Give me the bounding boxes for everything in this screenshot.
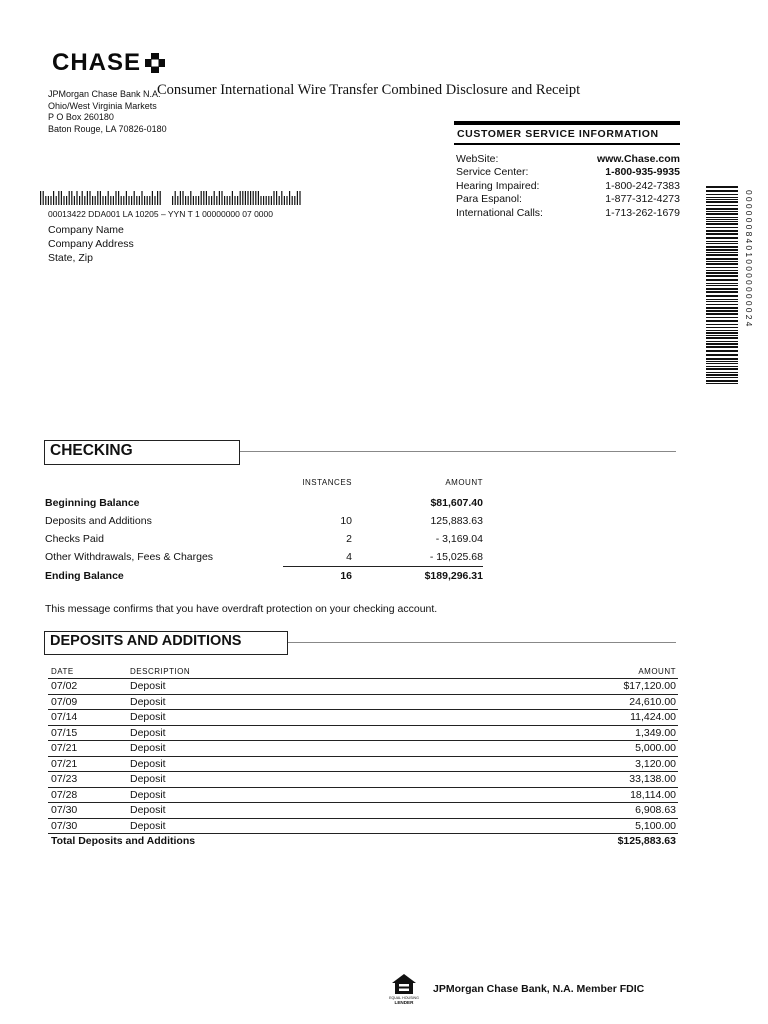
- row-date: 07/21: [48, 756, 127, 772]
- table-header-row: [48, 666, 678, 679]
- row-date: 07/30: [48, 803, 127, 819]
- row-amount: 33,138.00: [430, 772, 678, 788]
- deposits-divider: [288, 642, 676, 643]
- row-description: Deposit: [127, 679, 430, 695]
- row-amount: - 3,169.04: [435, 533, 483, 545]
- row-instances: 2: [346, 533, 352, 545]
- deposits-section-title: [44, 631, 288, 655]
- row-date: 07/02: [48, 679, 127, 695]
- recipient-name: Company Name: [48, 224, 124, 236]
- row-description: Deposit: [127, 756, 430, 772]
- row-amount: $17,120.00: [430, 679, 678, 695]
- checking-title: CHECKING: [50, 442, 133, 459]
- cs-label: Service Center:: [456, 166, 529, 179]
- row-label: Checks Paid: [45, 533, 104, 545]
- col-amount: AMOUNT: [445, 477, 483, 487]
- row-instances: 10: [340, 515, 352, 527]
- footer: [389, 972, 644, 1006]
- col-description: DESCRIPTION: [130, 666, 191, 676]
- table-row: [45, 494, 483, 512]
- row-amount: 3,120.00: [430, 756, 678, 772]
- vertical-code-text: 00000084010000000024: [744, 190, 754, 329]
- table-row: [48, 694, 678, 710]
- col-amount: AMOUNT: [638, 666, 676, 676]
- cs-label: Para Espanol:: [456, 193, 522, 206]
- cs-label: Hearing Impaired:: [456, 179, 540, 192]
- row-date: 07/09: [48, 694, 127, 710]
- checking-summary-table: [45, 476, 483, 585]
- equal-housing-lender-icon: [389, 972, 419, 1006]
- table-row: [48, 679, 678, 695]
- row-amount: 11,424.00: [430, 710, 678, 726]
- row-amount: $189,296.31: [424, 570, 483, 582]
- cs-label: International Calls:: [456, 206, 543, 219]
- row-amount: 18,114.00: [430, 787, 678, 803]
- row-instances: 16: [340, 570, 352, 582]
- row-label: Other Withdrawals, Fees & Charges: [45, 551, 214, 564]
- cs-row-hearing-impaired: [454, 180, 680, 193]
- cs-label: WebSite:: [456, 153, 499, 165]
- row-amount: 1,349.00: [430, 725, 678, 741]
- cs-value: 1-713-262-1679: [605, 206, 680, 219]
- cs-row-service-center: [454, 166, 680, 179]
- logo-text: CHASE: [52, 49, 142, 76]
- cs-rows: [454, 153, 680, 220]
- cs-title: CUSTOMER SERVICE INFORMATION: [454, 125, 680, 145]
- document-title: Consumer International Wire Transfer Combined Disclosure and Receipt: [157, 82, 581, 98]
- table-row: [48, 725, 678, 741]
- row-instances: 4: [283, 548, 352, 567]
- cs-row-website: [454, 153, 680, 166]
- recipient-street: Company Address: [48, 238, 134, 250]
- address-line: JPMorgan Chase Bank N.A.: [48, 89, 161, 99]
- table-row: [48, 741, 678, 757]
- chase-octagon-icon: [145, 53, 165, 73]
- total-label: Total Deposits and Additions: [48, 834, 430, 849]
- svg-text:EQUAL HOUSING: EQUAL HOUSING: [389, 996, 419, 1000]
- row-date: 07/30: [48, 818, 127, 834]
- cs-value: 1-800-242-7383: [605, 179, 680, 192]
- row-date: 07/21: [48, 741, 127, 757]
- row-amount: $81,607.40: [430, 497, 483, 509]
- overdraft-message: This message confirms that you have overdraft protection on your checking account.: [45, 603, 438, 615]
- address-line: Baton Rouge, LA 70826-0180: [48, 123, 167, 134]
- row-date: 07/23: [48, 772, 127, 788]
- table-row: [48, 756, 678, 772]
- row-label: Ending Balance: [45, 569, 124, 582]
- table-row: [48, 710, 678, 726]
- table-row: [48, 787, 678, 803]
- chase-logo: [52, 50, 165, 76]
- row-amount: 5,000.00: [430, 741, 678, 757]
- row-description: Deposit: [127, 725, 430, 741]
- table-header-row: [45, 476, 483, 494]
- row-date: 07/14: [48, 710, 127, 726]
- table-row: [48, 818, 678, 834]
- cs-row-para-espanol: [454, 193, 680, 206]
- bank-address: [48, 89, 167, 135]
- row-description: Deposit: [127, 710, 430, 726]
- table-row: [48, 772, 678, 788]
- row-amount: 5,100.00: [430, 818, 678, 834]
- address-line: Ohio/West Virginia Markets: [48, 100, 157, 111]
- row-description: Deposit: [127, 772, 430, 788]
- row-instances: [283, 494, 352, 512]
- row-description: Deposit: [127, 787, 430, 803]
- checking-divider: [240, 451, 676, 452]
- table-row: [45, 512, 483, 530]
- deposits-table: [48, 666, 678, 849]
- vertical-barcode: [706, 186, 738, 386]
- row-label: Deposits and Additions: [45, 515, 152, 527]
- row-description: Deposit: [127, 741, 430, 757]
- row-date: 07/15: [48, 725, 127, 741]
- cs-website-link[interactable]: www.Chase.com: [596, 153, 680, 165]
- address-line: P O Box 260180: [48, 112, 114, 122]
- recipient-city-state: State, Zip: [48, 252, 93, 264]
- footer-fdic-text: JPMorgan Chase Bank, N.A. Member FDIC: [433, 983, 645, 995]
- col-instances: INSTANCES: [302, 477, 352, 487]
- cs-value: 1-800-935-9935: [605, 166, 680, 179]
- total-row: [48, 834, 678, 849]
- checking-section-title: [44, 440, 240, 465]
- row-description: Deposit: [127, 694, 430, 710]
- table-row: [45, 530, 483, 548]
- row-description: Deposit: [127, 803, 430, 819]
- total-amount: $125,883.63: [430, 834, 678, 849]
- row-amount: 24,610.00: [430, 694, 678, 710]
- table-row: [45, 567, 483, 586]
- col-date: DATE: [51, 666, 74, 676]
- recipient-address: [48, 223, 134, 265]
- account-line: 00013422 DDA001 LA 10205 – YYN T 1 00000000 07 0000: [48, 209, 273, 219]
- postal-barcode: [40, 191, 302, 205]
- cs-row-international: [454, 207, 680, 220]
- deposits-title: DEPOSITS AND ADDITIONS: [50, 633, 242, 649]
- svg-text:LENDER: LENDER: [394, 1000, 414, 1005]
- cs-value: 1-877-312-4273: [605, 193, 680, 206]
- vertical-code: [742, 190, 754, 386]
- row-amount: - 15,025.68: [352, 548, 483, 567]
- row-amount: 125,883.63: [430, 515, 483, 527]
- table-row: [48, 803, 678, 819]
- customer-service-box: [454, 121, 680, 220]
- row-description: Deposit: [127, 818, 430, 834]
- row-label: Beginning Balance: [45, 497, 140, 509]
- row-amount: 6,908.63: [430, 803, 678, 819]
- table-row: [45, 548, 483, 567]
- row-date: 07/28: [48, 787, 127, 803]
